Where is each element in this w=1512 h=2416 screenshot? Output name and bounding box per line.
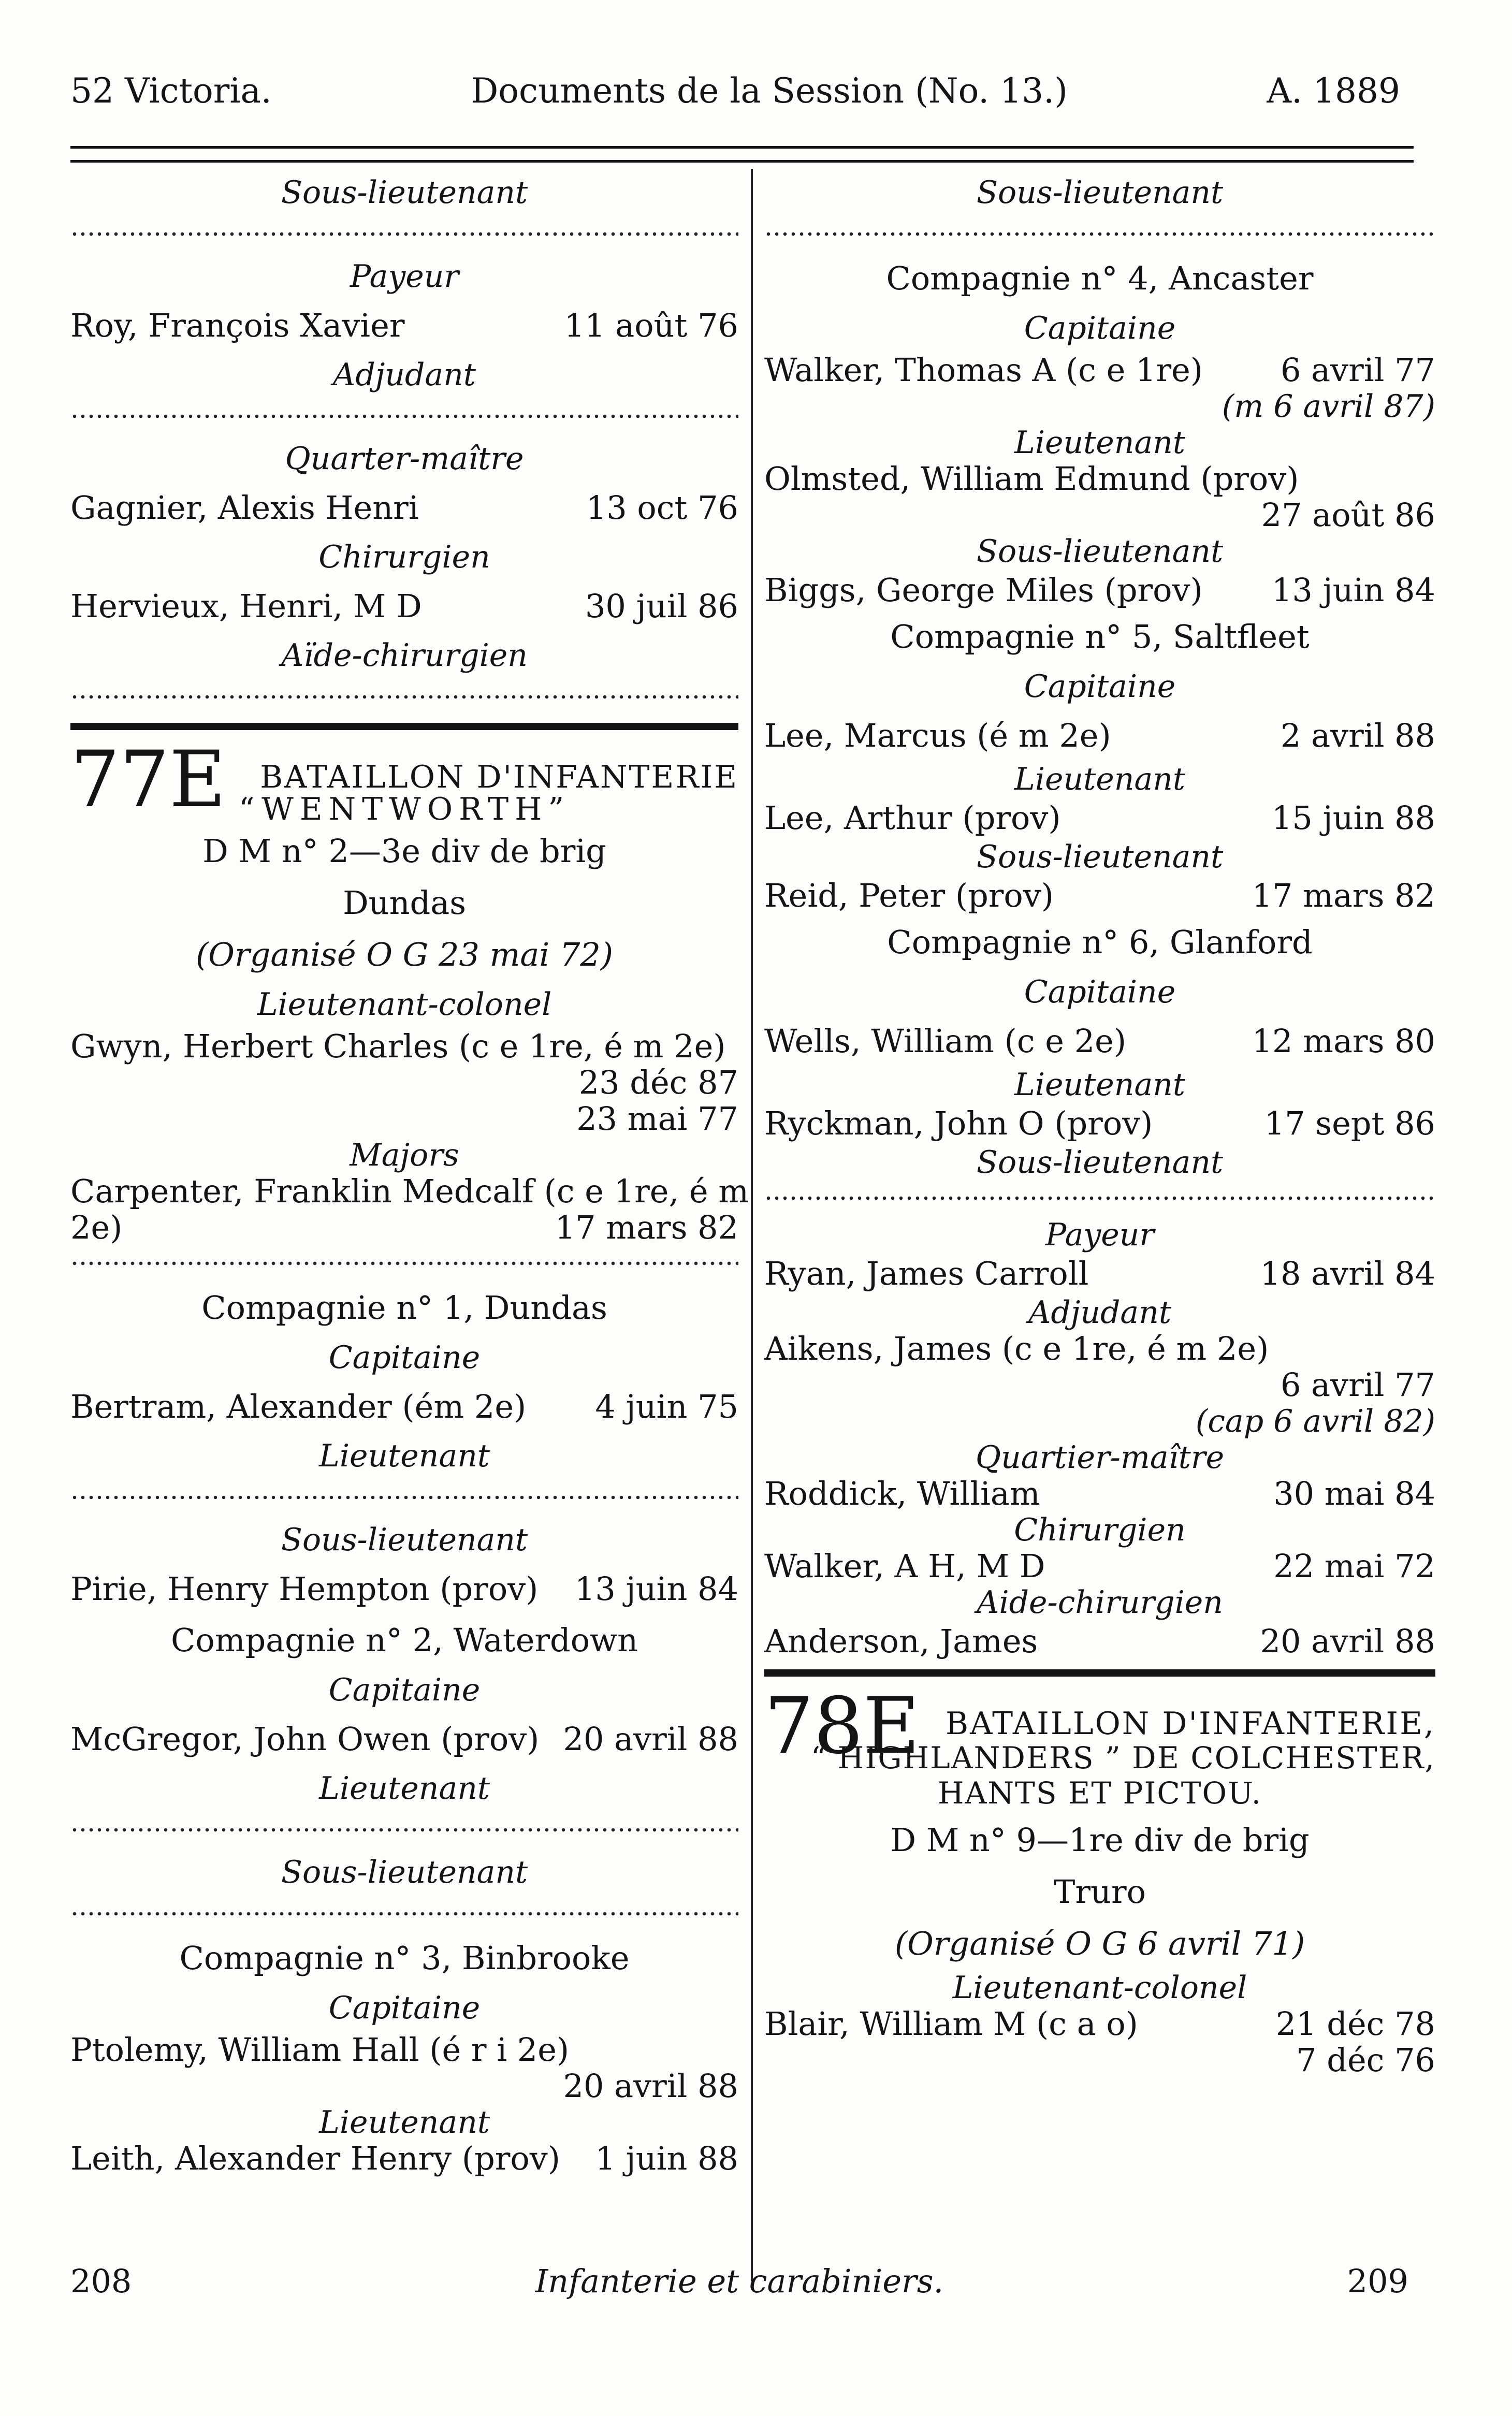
entry-row <box>764 710 1435 761</box>
section-heading: Chirurgien <box>318 539 490 575</box>
entry-row <box>70 1210 738 1246</box>
entry-name: Hervieux, Henri, M D <box>70 587 422 625</box>
section-heading: Sous-lieutenant <box>976 839 1224 875</box>
organised-line: (Organisé O G 6 avril 71) <box>894 1925 1305 1962</box>
section-heading: Capitaine <box>328 1340 481 1376</box>
section-heading: Payeur <box>350 258 459 295</box>
section-heading: Capitaine <box>1024 310 1176 346</box>
entry-row <box>764 1331 1435 1367</box>
dotted-leader <box>70 679 738 716</box>
entry-date: 4 juin 75 <box>595 1388 738 1425</box>
entry-date: 17 mars 82 <box>1252 877 1435 914</box>
entry-name: Lee, Arthur (prov) <box>764 799 1061 837</box>
entry-row <box>70 1564 738 1614</box>
section-heading: Sous-lieutenant <box>976 533 1224 570</box>
battalion-heading <box>70 735 738 827</box>
entry-row <box>764 1476 1435 1512</box>
entry-note: (cap 6 avril 82) <box>1195 1403 1435 1439</box>
company-heading: Compagnie n° 4, Ancaster <box>886 259 1314 297</box>
dotted-leader <box>70 1246 738 1282</box>
entry-row <box>764 352 1435 388</box>
entry-name: Aikens, James (c e 1re, é m 2e) <box>764 1330 1269 1367</box>
company-heading: Compagnie n° 1, Dundas <box>201 1289 607 1327</box>
dotted-leader <box>70 399 738 435</box>
section-heading: Lieutenant <box>1014 425 1185 461</box>
section-heading: Aïde-chirurgien <box>281 637 528 674</box>
entry-name: Walker, Thomas A (c e 1re) <box>764 351 1203 389</box>
section-heading: Capitaine <box>328 1990 481 2026</box>
entry-name: Roy, François Xavier <box>70 307 405 344</box>
entry-date: 30 mai 84 <box>1273 1475 1435 1512</box>
dotted-leader <box>764 216 1435 253</box>
page-footer <box>70 2258 1408 2304</box>
entry-row <box>764 875 1435 916</box>
entry-row <box>764 1253 1435 1294</box>
section-heading: Chirurgien <box>1014 1512 1186 1548</box>
entry-date: 13 juin 84 <box>574 1570 738 1608</box>
section-heading: Lieutenant <box>1014 1067 1185 1103</box>
entry-row <box>764 570 1435 611</box>
entry-name: Biggs, George Miles (prov) <box>764 571 1203 609</box>
section-heading: Capitaine <box>328 1672 481 1708</box>
column-divider <box>751 169 753 2281</box>
section-heading: Adjudant <box>1028 1294 1171 1331</box>
entry-date: 12 mars 80 <box>1252 1022 1435 1060</box>
battalion-number: 77E <box>70 735 226 825</box>
left-column <box>70 169 749 2177</box>
district-line: D M n° 2—3e div de brig <box>202 832 606 870</box>
entry-row <box>70 483 738 533</box>
battalion-number: 78E <box>764 1681 920 1771</box>
header-rule <box>70 146 1414 163</box>
entry-date: 23 déc 87 <box>578 1064 738 1101</box>
entry-date: 20 avril 88 <box>1260 1622 1435 1660</box>
entry-name: Ptolemy, William Hall (é r i 2e) <box>70 2031 570 2069</box>
entry-row <box>764 1103 1435 1144</box>
entry-name: Ryan, James Carroll <box>764 1255 1089 1292</box>
dotted-leader <box>764 1181 1435 1217</box>
section-heading: Capitaine <box>1024 668 1176 705</box>
company-heading: Compagnie n° 5, Saltfleet <box>890 618 1310 656</box>
header-center: Documents de la Session (No. 13.) <box>471 70 1068 111</box>
dotted-leader <box>70 1812 738 1849</box>
entry-date: 30 juil 86 <box>585 587 738 625</box>
header-right: A. 1889 <box>1267 70 1400 111</box>
section-heading: Capitaine <box>1024 974 1176 1010</box>
entry-name: Wells, William (c e 2e) <box>764 1022 1127 1060</box>
section-heading: Sous-lieutenant <box>281 1854 528 1890</box>
organised-line: (Organisé O G 23 mai 72) <box>195 936 614 973</box>
entry-date: 27 août 86 <box>1261 496 1435 534</box>
section-heading: Quartier-maître <box>975 1439 1225 1476</box>
entry-name: Reid, Peter (prov) <box>764 877 1054 914</box>
battalion-title: BATAILLON D'INFANTERIE <box>260 759 738 795</box>
entry-row <box>764 1621 1435 1662</box>
section-heading: Majors <box>350 1137 459 1173</box>
entry-row <box>70 300 738 351</box>
entry-name: Ryckman, John O (prov) <box>764 1104 1153 1142</box>
entry-name: Olmsted, William Edmund (prov) <box>764 460 1299 498</box>
entry-name: Bertram, Alexander (ém 2e) <box>70 1388 527 1425</box>
section-heading: Lieutenant <box>1014 761 1185 797</box>
entry-date: 1 juin 88 <box>595 2140 738 2177</box>
entry-date: 17 mars 82 <box>555 1209 738 1246</box>
headquarters-place: Dundas <box>342 884 467 922</box>
dotted-leader <box>70 1480 738 1516</box>
footer-page-left: 208 <box>70 2262 132 2300</box>
entry-date: 13 juin 84 <box>1271 571 1435 609</box>
entry-date: 21 déc 78 <box>1275 2005 1435 2043</box>
section-heading: Sous-lieutenant <box>281 174 528 211</box>
entry-row <box>764 1016 1435 1067</box>
entry-date: 22 mai 72 <box>1273 1547 1435 1585</box>
company-heading: Compagnie n° 6, Glanford <box>887 923 1313 961</box>
entry-name: Gwyn, Herbert Charles (c e 1re, é m 2e) <box>70 1027 726 1065</box>
entry-date: 6 avril 77 <box>1280 1366 1435 1404</box>
entry-row <box>764 461 1435 497</box>
section-heading: Quarter-maître <box>285 441 524 477</box>
entry-name-cont: 2e) <box>70 1209 123 1246</box>
entry-date: 18 avril 84 <box>1260 1255 1435 1292</box>
entry-row <box>764 1548 1435 1584</box>
section-heading: Lieutenant <box>319 1770 490 1807</box>
entry-row <box>70 1714 738 1765</box>
entry-date: 7 déc 76 <box>1296 2041 1435 2079</box>
entry-name: Blair, William M (c a o) <box>764 2005 1138 2043</box>
entry-date: 6 avril 77 <box>1280 351 1435 389</box>
section-heading: Adjudant <box>333 357 476 393</box>
entry-name: Roddick, William <box>764 1475 1040 1512</box>
dotted-leader <box>70 1896 738 1932</box>
entry-row <box>70 2141 738 2177</box>
section-heading: Payeur <box>1045 1217 1155 1253</box>
entry-row <box>70 1172 749 1210</box>
section-heading: Lieutenant-colonel <box>952 1970 1247 2006</box>
entry-date: 20 avril 88 <box>563 1720 738 1758</box>
battalion-name: “WENTWORTH” <box>238 791 571 827</box>
entry-name: Lee, Marcus (é m 2e) <box>764 717 1111 754</box>
footer-page-right: 209 <box>1347 2262 1408 2300</box>
headquarters-place: Truro <box>1054 1873 1146 1911</box>
page-header <box>70 62 1400 119</box>
entry-name: Carpenter, Franklin Medcalf (c e 1re, é m <box>70 1172 749 1210</box>
entry-row <box>764 797 1435 839</box>
entry-name: Leith, Alexander Henry (prov) <box>70 2140 560 2177</box>
battalion-heading <box>764 1681 1435 1814</box>
entry-row <box>70 1381 738 1432</box>
entry-row <box>70 1028 738 1065</box>
section-heading: Sous-lieutenant <box>976 1144 1224 1181</box>
battalion-name: “ HIGHLANDERS ” DE COLCHESTER, <box>810 1740 1435 1775</box>
section-heading: Lieutenant <box>319 2104 490 2141</box>
entry-name: Gagnier, Alexis Henri <box>70 489 419 527</box>
entry-name: Anderson, James <box>764 1622 1038 1660</box>
entry-row <box>764 2006 1435 2042</box>
entry-row <box>70 2032 738 2068</box>
section-heading: Sous-lieutenant <box>281 1522 528 1558</box>
district-line: D M n° 9—1re div de brig <box>890 1821 1310 1859</box>
company-heading: Compagnie n° 2, Waterdown <box>170 1621 638 1659</box>
entry-date: 17 sept 86 <box>1264 1104 1435 1142</box>
section-heading: Sous-lieutenant <box>976 174 1224 211</box>
battalion-name-cont: HANTS ET PICTOU. <box>937 1775 1262 1811</box>
company-heading: Compagnie n° 3, Binbrooke <box>179 1939 630 1977</box>
entry-date: 13 oct 76 <box>586 489 738 527</box>
entry-name: McGregor, John Owen (prov) <box>70 1720 540 1758</box>
footer-title: Infanterie et carabiniers. <box>535 2262 944 2300</box>
entry-row <box>70 581 738 632</box>
entry-date: 15 juin 88 <box>1271 799 1435 837</box>
section-heading: Lieutenant-colonel <box>257 986 552 1023</box>
section-heading: Aide-chirurgien <box>977 1584 1223 1621</box>
battalion-title: BATAILLON D'INFANTERIE, <box>946 1706 1435 1742</box>
entry-name: Walker, A H, M D <box>764 1547 1045 1585</box>
entry-date: 2 avril 88 <box>1280 717 1435 754</box>
dotted-leader <box>70 216 738 253</box>
entry-date: 23 mai 77 <box>576 1100 738 1138</box>
entry-date: 20 avril 88 <box>563 2067 738 2105</box>
header-left: 52 Victoria. <box>70 70 272 111</box>
entry-name: Pirie, Henry Hempton (prov) <box>70 1570 539 1608</box>
section-heading: Lieutenant <box>319 1438 490 1474</box>
entry-date: 11 août 76 <box>564 307 738 344</box>
entry-note: (m 6 avril 87) <box>1222 388 1435 425</box>
right-column <box>764 169 1435 2078</box>
